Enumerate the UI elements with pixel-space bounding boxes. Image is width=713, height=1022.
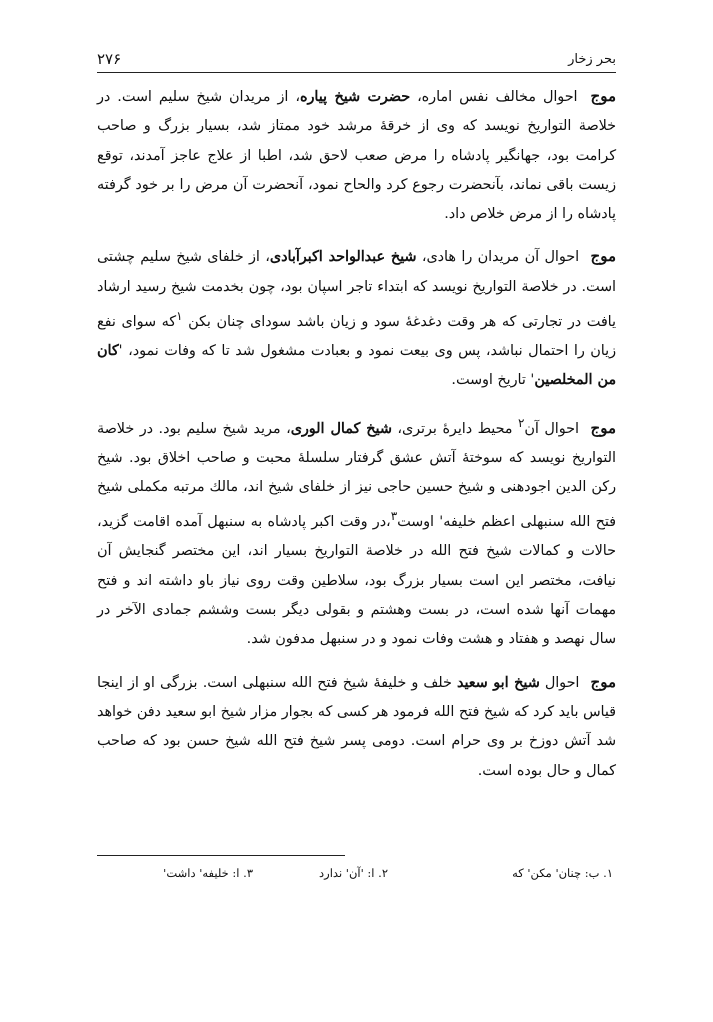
paragraph-2 [97,242,616,395]
paragraph-body: که سوای نفع زیان را احتمال نباشد، پس وی بیعت نمود و بعبادت مشغول شد تا که وفات نمود، ' [97,313,616,360]
paragraph-3 [97,409,616,655]
footnote-ref: ۱ [176,309,183,324]
paragraph-body: خلف و خلیفهٔ شیخ فتح الله سنبهلی است. بزرگی او از اینجا قیاس باید کرد که شیخ فتح الله فرمود هر کسی که بجوار مزار شیخ ابو سعید دفن خواهد شد آتش دوزخ بر وی حرام است. دومی پسر شیخ فتح الله شیخ حسن بود که صاحب کمال و حال بوده است. [97,674,616,779]
chronogram: کان من المخلصین [97,343,616,389]
footnote-1: ۱. ب: چنان' مکن' که [512,866,613,880]
book-title: بحر زخار [568,52,616,67]
paragraph-marker: موج [590,247,616,266]
paragraph-marker: موج [590,672,616,691]
running-header [97,46,616,73]
paragraph-body: ، مرید شیخ سلیم بود. در خلاصة التواریخ نویسد که سوختهٔ آتش عشق گرفتار سلسلهٔ محبت و صاحب اخلاق بود. شیخ رکن الدین اجودهنی و شیخ حسین حاجی نیز از خلفای شیخ اند، مالك مرتبه مکملی شیخ فتح الله سنبهلی اعظم خلیفه' اوست [97,420,616,531]
footnote-2: ۲. ا: 'آن' ندارد [319,866,388,880]
footnotes [97,866,613,888]
footnote-ref: ۲ [518,415,525,430]
person-name: شیخ عبدالواحد اکبرآبادی [269,249,417,266]
person-name: شیخ کمال الوری [290,420,392,437]
footnote-3: ۳. ا: خلیفه' داشت' [163,866,253,880]
paragraph-4 [97,668,616,786]
paragraph-1 [97,82,616,229]
main-text [97,82,616,786]
paragraph-marker: موج [590,418,616,437]
paragraph-intro: محیط دایرهٔ برتری، [391,420,518,437]
paragraph-body: ،در وقت اکبر پادشاه به سنبهل آمده اقامت گزید، حالات و کمالات شیخ فتح الله در خلاصة التواریخ بسیار اند، این مختصر گنجایش آن نیافت، مختصر این است بسیار بزرگ بود، سلاطین وقت روی نیاز باو داشته اند و فتح مهمات آنها شده است، در بست وهشتم و بقولی دیگر بست وششم جمادی الآخر در سال نهصد و هفتاد و هشت وفات نمود و در سنبهل مدفون شد. [97,514,616,648]
paragraph-intro: احوال مخالف نفس اماره، [410,89,585,105]
person-name: حضرت شیخ پیاره [299,89,411,105]
footnote-divider [97,855,345,856]
paragraph-body: ، از خلفای شیخ سلیم چشتی است. در خلاصة التواریخ نویسد که ابتداء تاجر اسپان بود، چون بخدمت شیخ رسید ارشاد یافت در تجارتی که هر وقت دغدغهٔ سود و زیان باشد سودای چنان بکن [97,249,616,330]
paragraph-intro: احوال [539,674,585,691]
paragraph-marker: موج [590,87,616,105]
footnote-ref: ۳ [390,509,398,524]
paragraph-body: ، از مریدان شیخ سلیم است. در خلاصة التواریخ نویسد که وی از خرقهٔ مرشد خود ممتاز شد، بسیار بزرگ و صاحب کرامت بود، جهانگیر پادشاه را مرض صعب لاحق شد، اطبا از علاج عاجز آمدند، توقع زیست باقی نماند، بآنحضرت رجوع کرد والحاح نمود، آنحضرت آن مرض را بر خود گرفته پادشاه را از مرض خلاص داد. [97,89,617,223]
paragraph-intro: احوال آن مریدان را هادی، [416,249,585,266]
paragraph-body: ' تاریخ اوست. [451,372,535,389]
page-number: ۲۷۶ [97,50,122,68]
person-name: شیخ ابو سعید [456,674,540,691]
paragraph-intro: احوال آن [524,420,585,437]
